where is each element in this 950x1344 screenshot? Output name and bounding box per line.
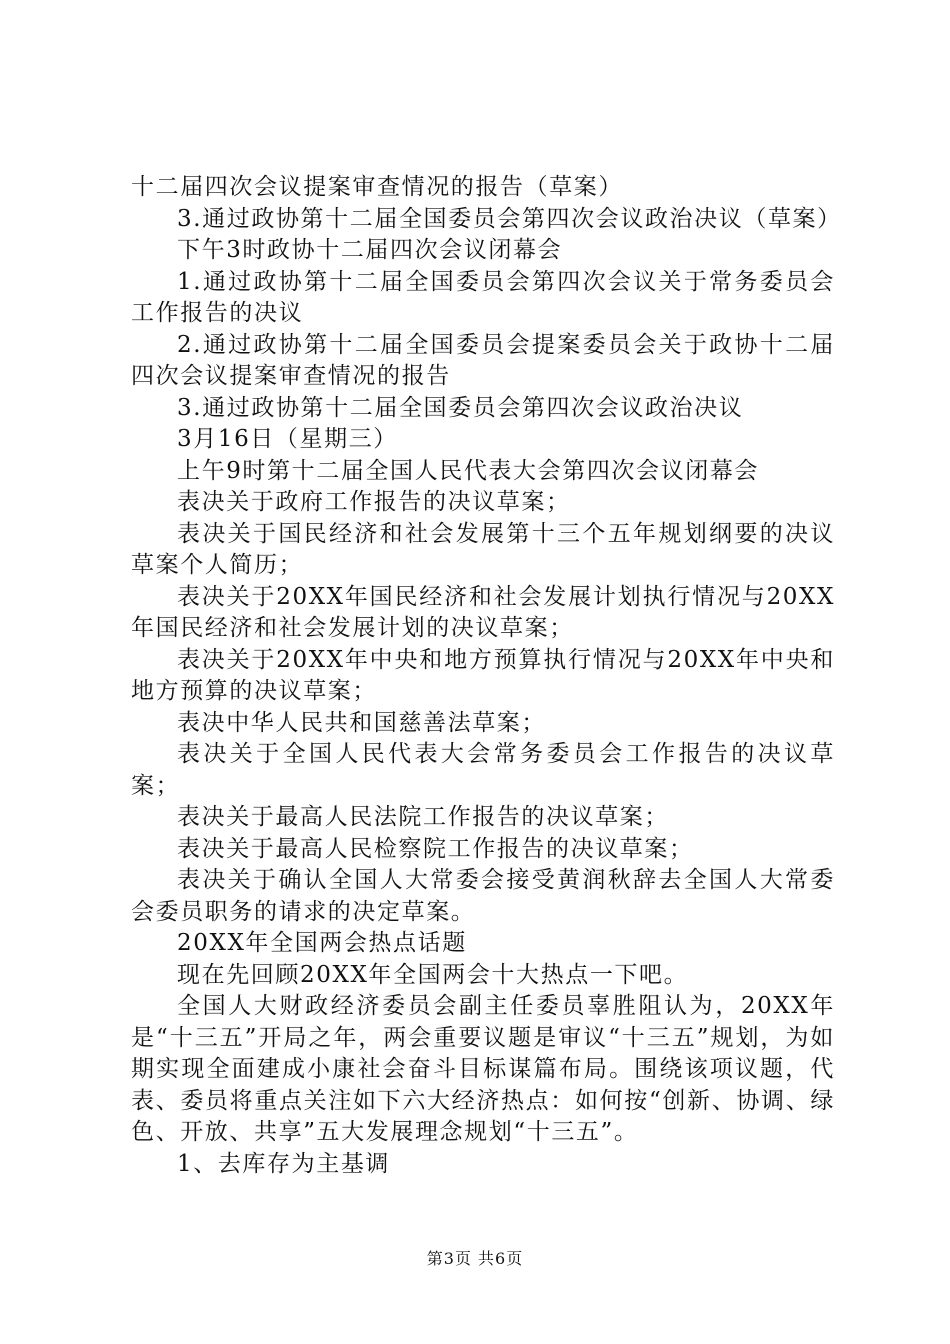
paragraph: 3.通过政协第十二届全国委员会第四次会议政治决议（草案）: [177, 205, 842, 232]
paragraph: 全国人大财政经济委员会副主任委员辜胜阻认为，20XX年是“十三五”开局之年，两会重要议题是审议“十三五”规划，为如期实现全面建成小康社会奋斗目标谋篇布局。围绕该项议题，代表、委员将重点关注如下六大经济热点：如何按“创新、协调、绿色、开放、共享”五大发展理念规划“十三五”。: [131, 993, 835, 1145]
paragraph: 表决关于确认全国人大常委会接受黄润秋辞去全国人大常委会委员职务的请求的决定草案。: [131, 867, 835, 925]
paragraph: 表决关于全国人民代表大会常务委员会工作报告的决议草案；: [131, 741, 835, 799]
paragraph: 表决关于国民经济和社会发展第十三个五年规划纲要的决议草案个人简历；: [131, 520, 835, 578]
paragraph: 表决关于最高人民法院工作报告的决议草案；: [177, 804, 669, 830]
page-number-footer: 第3页 共6页: [426, 1249, 524, 1268]
paragraph: 3.通过政协第十二届全国委员会第四次会议政治决议: [177, 394, 744, 421]
paragraph: 下午3时政协十二届四次会议闭幕会: [177, 237, 563, 263]
document-body: [131, 172, 842, 1180]
paragraph: 表决关于20XX年国民经济和社会发展计划执行情况与20XX年国民经济和社会发展计划的决议草案；: [131, 583, 835, 641]
paragraph: 表决关于20XX年中央和地方预算执行情况与20XX年中央和地方预算的决议草案；: [131, 646, 835, 704]
paragraph: 2.通过政协第十二届全国委员会提案委员会关于政协十二届四次会议提案审查情况的报告: [131, 331, 835, 389]
paragraph: 3月16日（星期三）: [177, 426, 398, 452]
paragraph: 1.通过政协第十二届全国委员会第四次会议关于常务委员会工作报告的决议: [131, 268, 835, 326]
paragraph: 表决关于政府工作报告的决议草案；: [177, 489, 571, 515]
paragraph: 上午9时第十二届全国人民代表大会第四次会议闭幕会: [177, 457, 760, 484]
paragraph: 20XX年全国两会热点话题: [177, 930, 467, 956]
paragraph: 表决中华人民共和国慈善法草案；: [177, 709, 546, 736]
paragraph: 十二届四次会议提案审查情况的报告（草案）: [131, 174, 623, 200]
paragraph: 现在先回顾20XX年全国两会十大热点一下吧。: [177, 961, 689, 988]
paragraph: 表决关于最高人民检察院工作报告的决议草案；: [177, 835, 694, 862]
paragraph: 1、去库存为主基调: [177, 1150, 391, 1177]
